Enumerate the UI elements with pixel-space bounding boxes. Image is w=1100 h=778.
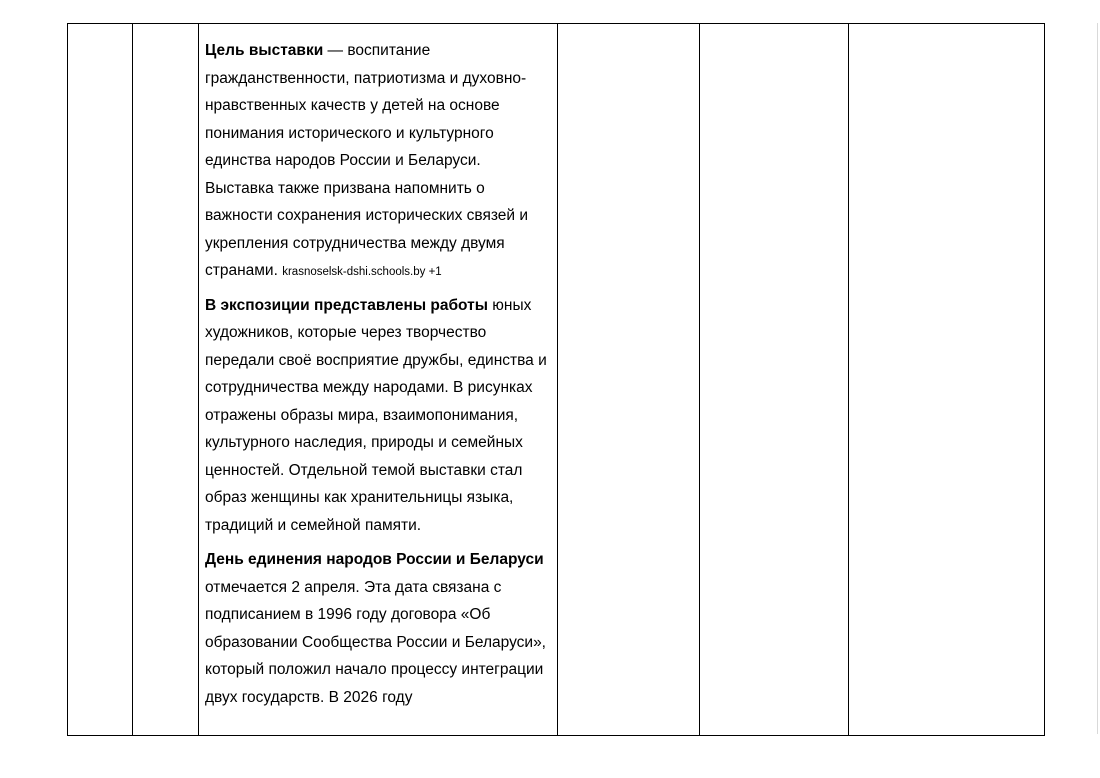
paragraph-body: — воспитание гражданственности, патриотизма и духовно-нравственных качеств у детей на основе понимания исторического и культурного единства народов России и Беларуси. Выставка также призвана напомнить о важности сохранения исторических связей и укрепления сотрудничества между двумя странами. (205, 42, 529, 279)
table-cell-empty-1 (68, 24, 133, 736)
table-cell-empty-5 (700, 24, 849, 736)
table-row (68, 24, 1045, 736)
table-cell-empty-4 (558, 24, 700, 736)
paragraph-heading: День единения народов России и Беларуси (205, 551, 544, 568)
source-link[interactable]: krasnoselsk-dshi.schools.by +1 (282, 266, 442, 278)
document-table (67, 23, 1045, 736)
paragraph-exposition (205, 292, 551, 540)
table-cell-empty-2 (133, 24, 199, 736)
paragraph-heading: Цель выставки (205, 42, 324, 59)
description-text (199, 24, 557, 711)
paragraph-exhibition-goal (205, 37, 551, 285)
paragraph-body: юных художников, которые через творчество передали своё восприятие дружбы, единства и сотрудничества между народами. В рисунках отражены образы мира, взаимопонимания, культурного наследия, природы и семейных ценностей. Отдельной темой выставки стал образ женщины как хранительницы языка, традиций и семейной памяти. (205, 296, 547, 534)
table-cell-empty-6 (849, 24, 1045, 736)
table-cell-description (199, 24, 558, 736)
paragraph-unity-day (205, 546, 551, 711)
paragraph-body: отмечается 2 апреля. Эта дата связана с подписанием в 1996 году договора «Об образовании Сообщества России и Беларуси», который положил начало процессу интеграции двух государств. В 2026 году (205, 578, 546, 706)
paragraph-heading: В экспозиции представлены работы (205, 296, 488, 314)
page-edge-line (1097, 23, 1098, 734)
